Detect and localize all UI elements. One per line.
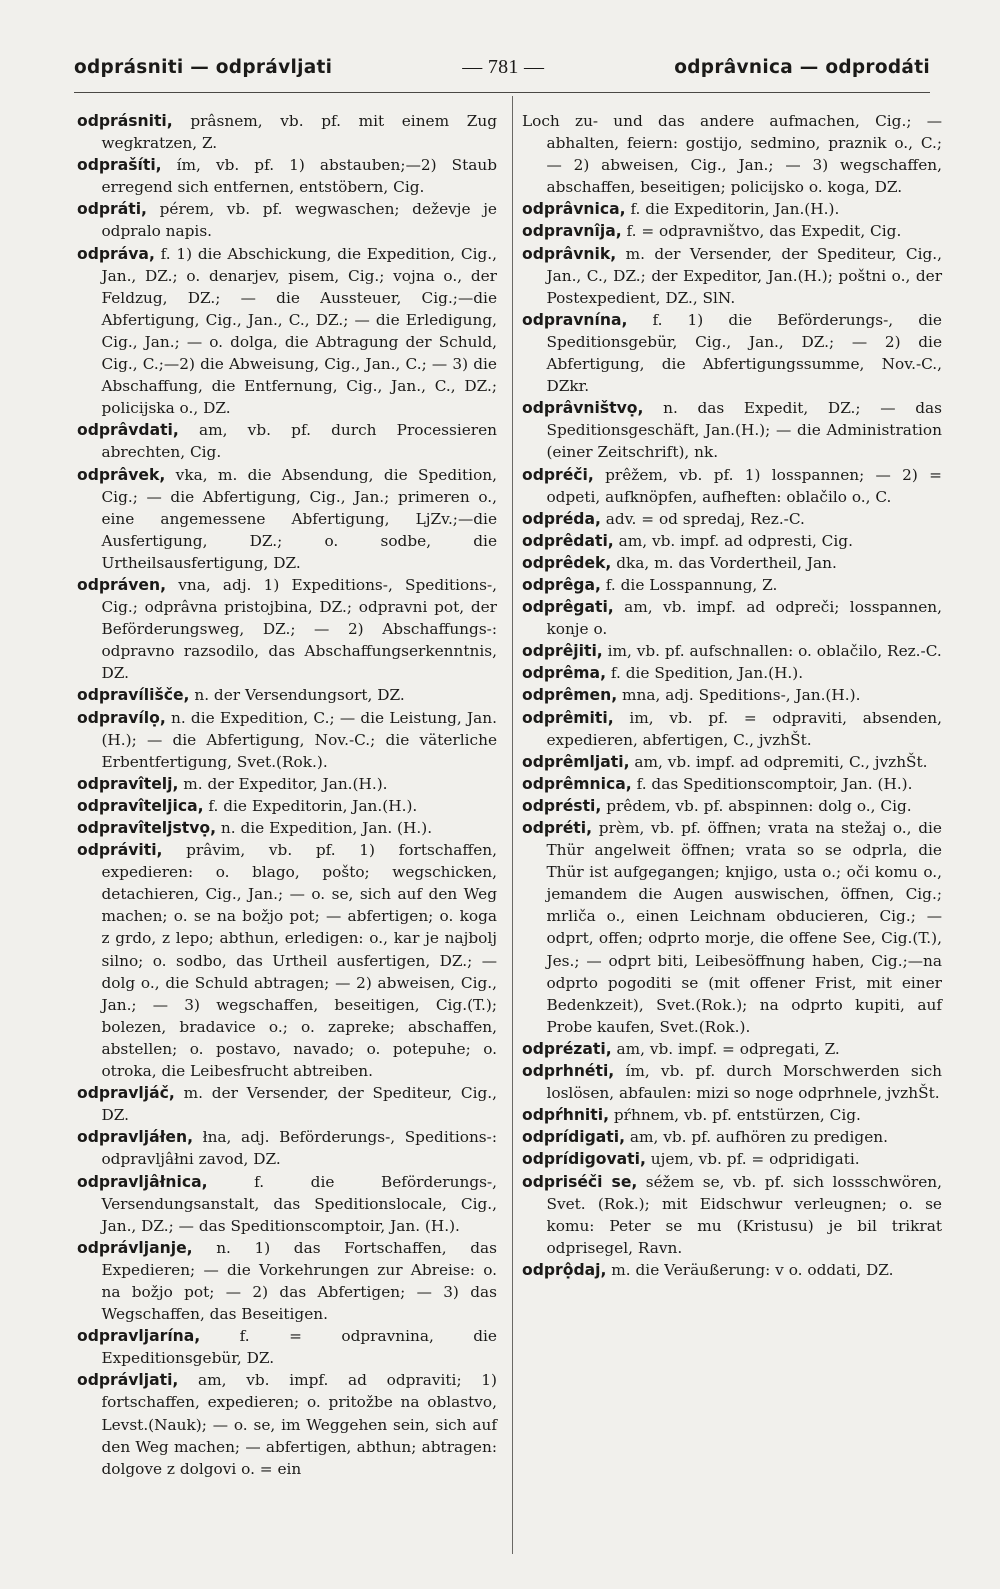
entry-headword: odpravljarína, [77,1327,201,1346]
entry-definition: vka, m. die Absendung, die Spedition, Cig.; — die Abfertigung, Cig., Jan.; primeren o., eine angemessene Abfertigung, LjZv.;—die Ausfertigung, DZ.; o. sodbe, die Urtheilsausfertigung, DZ. [101,465,497,572]
entry-definition: f. 1) die Beförderungs-, die Speditionsgebür, Cig., Jan., DZ.; — 2) die Abfertigung, die Abfertigungssumme, Nov.-C., DZkr. [546,310,942,396]
header-rule [74,92,930,93]
entry-headword: odprâvnik, [522,244,617,263]
entry-definition: prâvim, vb. pf. 1) fortschaffen, expedieren: o. blago, pošto; wegschicken, detachieren, Cig., Jan.; — o. se, sich auf den Weg machen; o. se na božjo pot; — abfertigen; o. koga z grdo, z lepo; abthun, erledigen: o., kar je najbolj silno; o. sodbo, das Urtheil ausfertigen, DZ.; — dolg o., die Schuld abtragen; — 2) abweisen, Cig., Jan.; — 3) wegschaffen, beseitigen, Cig.(T.); bolezen, bradavice o.; o. zapreke; abschaffen, abstellen; o. postavo, navado; o. potepuhe; o. otroka, die Leibesfrucht abtreiben. [101,841,497,1081]
entry-headword: odprêdek, [522,553,612,572]
entry-definition: prêdem, vb. pf. abspinnen: dolg o., Cig. [606,796,912,815]
entry-definition: f. 1) die Abschickung, die Expedition, Cig., Jan., DZ.; o. denarjev, pisem, Cig.; vojna o., der Feldzug, DZ.; — die Aussteuer, Cig.;—die Abfertigung, Cig., Jan., C., DZ.; — die Erledigung, Cig., Jan.; — o. dolga, die Abtragung der Schuld, Cig., C.;—2) die Abweisung, Cig., Jan., C.; — 3) die Abschaffung, die Entfernung, Cig., Jan., C., DZ.; policijska o., DZ. [101,244,497,418]
dictionary-entry [77,419,497,463]
entry-headword: odpráviti, [77,841,163,860]
entry-headword: odprávljanje, [77,1238,193,1257]
dictionary-entry [522,110,942,198]
dictionary-entry [77,795,497,817]
dictionary-entry [77,773,497,795]
entry-headword: odpravílọ, [77,708,166,727]
entry-definition: prâsnem, vb. pf. mit einem Zug wegkratzen, Z. [101,112,497,153]
entry-definition: f. die Expeditorin, Jan.(H.). [208,796,418,815]
entry-definition: mna, adj. Speditions-, Jan.(H.). [622,686,861,705]
dictionary-entry [522,530,942,552]
dictionary-entry [77,839,497,1082]
dictionary-entry [77,464,497,574]
entry-definition: prêžem, vb. pf. 1) losspannen; — 2) = odpeti, aufknöpfen, aufheften: oblačilo o., C. [546,465,942,506]
dictionary-entry [77,1082,497,1126]
dictionary-entry [522,1060,942,1104]
entry-definition: f. die Expeditorin, Jan.(H.). [630,200,840,219]
entry-headword: odprâvnica, [522,200,626,219]
entry-headword: odprêmljati, [522,752,630,771]
entry-definition: łna, adj. Beförderungs-, Speditions-: odpravljâłni zavod, DZ. [101,1128,497,1169]
left-column [77,110,497,1480]
header-left-keyword: odprásniti — odprávljati [74,56,333,78]
entry-definition: am, vb. impf. ad odpresti, Cig. [618,531,853,550]
dictionary-entry [522,751,942,773]
entry-headword: odprâvništvọ, [522,399,644,418]
entry-definition: am, vb. impf. ad odpreči; losspannen, konje o. [546,598,942,639]
entry-definition: am, vb. impf. ad odpraviti; 1) fortschaffen, expedieren; o. pritožbe na oblastvo, Levst.(Nauk); — o. se, im Weggehen sein, sich auf den Weg machen; — abfertigen, abthun; abtragen: dolgove z dolgovi o. = ein [101,1371,497,1478]
dictionary-entry [522,198,942,220]
entry-definition: am, vb. pf. durch Processieren abrechten, Cig. [101,421,497,462]
dictionary-entry [522,596,942,640]
entry-definition: dka, m. das Vordertheil, Jan. [616,553,837,572]
entry-definition: ím, vb. pf. 1) abstauben;—2) Staub erregend sich entfernen, entstöbern, Cig. [101,156,497,197]
dictionary-entry [77,574,497,684]
entry-headword: odpravljáč, [77,1084,175,1103]
entry-definition: m. der Versender, der Spediteur, Cig., DZ. [101,1084,497,1125]
entry-definition: f. die Beförderungs-, Versendungsanstalt, das Speditionslocale, Cig., Jan., DZ.; — das Speditionscomptoir, Jan. (H.). [101,1172,497,1235]
dictionary-entry [77,154,497,198]
entry-headword: odpravîtelj, [77,774,179,793]
entry-headword: odpréči, [522,465,594,484]
entry-headword: odprêma, [522,664,606,683]
dictionary-entry [77,1325,497,1369]
dictionary-entry [522,243,942,309]
entry-headword: odprêjiti, [522,642,603,661]
entry-definition: f. die Losspannung, Z. [605,575,778,594]
entry-definition: adv. = od spredaj, Rez.-C. [605,509,805,528]
entry-headword: odpravîteljica, [77,796,204,815]
dictionary-entry [77,1237,497,1325]
entry-headword: odprâvdati, [77,421,179,440]
entry-headword: odpravnîja, [522,222,622,241]
right-column [522,110,942,1281]
entry-headword: odprásniti, [77,112,173,130]
entry-headword: odprêmen, [522,686,618,705]
entry-headword: odprašíti, [77,156,162,175]
entry-headword: odpravnína, [522,310,628,329]
dictionary-entry [522,1148,942,1170]
dictionary-entry [522,817,942,1038]
running-header [74,52,930,82]
entry-definition: f. = odpravništvo, das Expedit, Cig. [626,222,902,241]
entry-definition: n. die Expedition, C.; — die Leistung, Jan.(H.); — die Abfertigung, Nov.-C.; die väterliche Erbentfertigung, Svet.(Rok.). [101,708,497,771]
dictionary-entry [522,795,942,817]
dictionary-entry [522,552,942,574]
dictionary-entry [522,508,942,530]
entry-headword: odprêdati, [522,531,614,550]
entry-definition: f. das Speditionscomptoir, Jan. (H.). [636,774,913,793]
entry-definition: n. die Expedition, Jan. (H.). [220,819,433,837]
dictionary-entry [522,309,942,397]
dictionary-entry [77,243,497,420]
entry-headword: odpráven, [77,575,167,594]
entry-definition: n. das Expedit, DZ.; — das Speditionsgeschäft, Jan.(H.); — die Administration (einer Zeitschrift), nk. [546,399,942,462]
dictionary-entry [77,198,497,242]
entry-headword: odprêga, [522,575,601,594]
dictionary-entry [522,464,942,508]
entry-definition: im, vb. pf. = odpraviti, absenden, expedieren, abfertigen, C., jvzhŠt. [546,708,942,749]
entry-definition: m. die Veräußerung: v o. oddati, DZ. [611,1260,894,1279]
entry-headword: odprêgati, [522,598,614,617]
dictionary-entry [522,662,942,684]
dictionary-entry [522,1126,942,1148]
entry-headword: odprhnéti, [522,1062,615,1081]
entry-headword: odprídigati, [522,1128,625,1147]
entry-definition: Loch zu- und das andere aufmachen, Cig.; — abhalten, feiern: gostijo, sedmino, praznik o., C.; — 2) abweisen, Cig., Jan.; — 3) wegschaffen, abschaffen, beseitigen; policijsko o. koga, DZ. [522,112,942,197]
entry-definition: pŕhnem, vb. pf. entstürzen, Cig. [613,1106,861,1125]
dictionary-entry [77,1126,497,1170]
dictionary-entry [522,574,942,596]
entry-headword: odpráva, [77,244,155,263]
entry-headword: odprávljati, [77,1371,179,1390]
entry-headword: odpravljáłen, [77,1128,194,1147]
entry-headword: odpréda, [522,509,601,528]
dictionary-entry [77,707,497,773]
entry-definition: f. = odpravnina, die Expeditionsgebür, DZ. [101,1327,497,1368]
dictionary-entry [522,220,942,242]
entry-definition: am, vb. pf. aufhören zu predigen. [629,1128,888,1147]
entry-definition: f. die Spedition, Jan.(H.). [610,664,804,683]
entry-headword: odprésti, [522,796,602,815]
dictionary-entry [77,110,497,154]
dictionary-entry [77,684,497,706]
entry-headword: odpriséči se, [522,1172,638,1191]
entry-headword: odprộdaj, [522,1260,607,1279]
dictionary-entry [522,1104,942,1126]
entry-definition: n. 1) das Fortschaffen, das Expedieren; — die Vorkehrungen zur Abreise: o. na božjo pot; — 2) das Abfertigen; — 3) das Wegschaffen, das Beseitigen. [101,1238,497,1324]
entry-headword: odprêmiti, [522,708,614,727]
dictionary-entry [522,684,942,706]
dictionary-entry [77,1171,497,1237]
dictionary-entry [522,397,942,463]
entry-headword: odpŕhniti, [522,1106,609,1125]
entry-definition: ujem, vb. pf. = odpridigati. [650,1150,860,1169]
entry-definition: ím, vb. pf. durch Morschwerden sich loslösen, abfaulen: mizi so noge odprhnele, jvzhŠt. [546,1062,942,1103]
header-right-keyword: odprâvnica — odprodáti [674,56,930,78]
entry-definition: m. der Versender, der Spediteur, Cig., Jan., C., DZ.; der Expeditor, Jan.(H.); poštni o., der Postexpedient, DZ., SlN. [546,244,942,307]
entry-headword: odprâvek, [77,465,166,484]
page-number: — 781 — [462,55,545,78]
entry-definition: prèm, vb. pf. öffnen; vrata na stežaj o., die Thür angelweit öffnen; vrata so se odprla, die Thür ist aufgegangen; knjigo, usta o.; oči komu o., jemandem die Augen auswischen, öffnen, Cig.; mrliča o., einen Leichnam obducieren, Cig.; — odprt, offen; odprto morje, die offene See, Cig.(T.), Jes.; — odprt biti, Leibesöffnung haben, Cig.;—na odprto pogoditi se (mit offener Frist, mit einer Bedenkzeit), Svet.(Rok.); na odprto kupiti, auf Probe kaufen, Svet.(Rok.). [546,819,942,1036]
entry-headword: odpravîteljstvọ, [77,819,217,837]
entry-headword: odprêmnica, [522,774,632,793]
entry-definition: pérem, vb. pf. wegwaschen; deževje je odpralo napis. [101,200,497,241]
entry-definition: n. der Versendungsort, DZ. [194,686,405,705]
entry-definition: am, vb. impf. = odpregati, Z. [616,1039,840,1058]
entry-definition: m. der Expeditor, Jan.(H.). [183,774,388,793]
entry-definition: séžem se, vb. pf. sich lossschwören, Svet. (Rok.); mit Eidschwur verleugnen; o. se komu: Peter se mu (Kristusu) je bil trikrat odprisegel, Ravn. [546,1172,942,1257]
entry-headword: odpravílišče, [77,686,190,705]
dictionary-entry [522,1171,942,1259]
dictionary-entry [77,1369,497,1479]
dictionary-entry [522,707,942,751]
dictionary-entry [522,640,942,662]
entry-headword: odpravljâłnica, [77,1172,208,1191]
dictionary-entry [522,1259,942,1281]
entry-definition: im, vb. pf. aufschnallen: o. oblačilo, Rez.-C. [607,642,942,661]
entry-headword: odprídigovati, [522,1150,646,1169]
entry-headword: odpréti, [522,819,593,837]
dictionary-entry [522,1038,942,1060]
entry-definition: vna, adj. 1) Expeditions-, Speditions-, Cig.; odprâvna pristojbina, DZ.; odpravni pot, der Beförderungsweg, DZ.; — 2) Abschaffungs-: odpravno razsodilo, das Abschaffungserkenntnis, DZ. [101,575,497,683]
dictionary-entry [522,773,942,795]
column-divider [512,96,513,1554]
dictionary-entry [77,817,497,839]
entry-headword: odpráti, [77,200,147,219]
entry-definition: am, vb. impf. ad odpremiti, C., jvzhŠt. [634,752,928,771]
entry-headword: odprézati, [522,1039,612,1058]
